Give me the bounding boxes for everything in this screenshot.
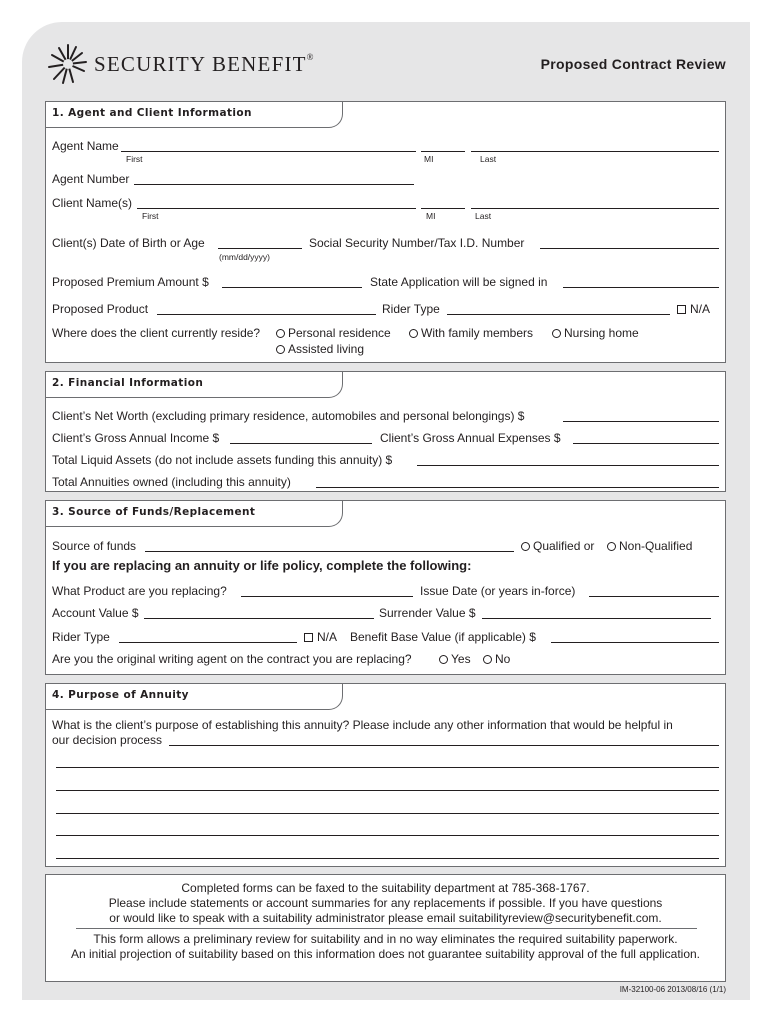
- statements-note: Please include statements or account summaries for any replacements if possible. If you have questions: [108, 896, 663, 910]
- product-field[interactable]: [157, 314, 376, 315]
- total-annuities-field[interactable]: [316, 487, 719, 488]
- dob-label: Client(s) Date of Birth or Age: [52, 236, 205, 250]
- form-code: IM-32100-06 2013/08/16 (1/1): [619, 985, 726, 994]
- state-field[interactable]: [563, 287, 719, 288]
- first-caption: First: [142, 211, 159, 221]
- radio-icon: [276, 345, 285, 354]
- radio-icon: [483, 655, 492, 664]
- security-benefit-logo-icon: [46, 42, 88, 86]
- surrender-value-label: Surrender Value $: [379, 606, 476, 620]
- state-label: State Application will be signed in: [370, 275, 548, 289]
- liquid-assets-field[interactable]: [417, 465, 719, 466]
- reside-family-radio[interactable]: With family members: [409, 326, 533, 340]
- premium-field[interactable]: [222, 287, 362, 288]
- agent-mi-field[interactable]: [421, 151, 465, 152]
- reside-label: Where does the client currently reside?: [52, 326, 261, 340]
- purpose-question-line2: our decision process: [52, 733, 163, 747]
- surrender-value-field[interactable]: [482, 618, 711, 619]
- purpose-answer-line[interactable]: [56, 835, 719, 836]
- replaced-product-label: What Product are you replacing?: [52, 584, 227, 598]
- benefit-base-label: Benefit Base Value (if applicable) $: [350, 630, 536, 644]
- footer-divider: [76, 928, 697, 929]
- agent-first-field[interactable]: [121, 151, 416, 152]
- nonqualified-radio[interactable]: Non-Qualified: [607, 539, 692, 553]
- issue-date-label: Issue Date (or years in-force): [420, 584, 576, 598]
- ssn-field[interactable]: [540, 248, 719, 249]
- client-names-label: Client Name(s): [52, 196, 133, 210]
- section-tab: 3. Source of Funds/Replacement: [46, 501, 343, 527]
- purpose-answer-line[interactable]: [56, 813, 719, 814]
- form-page: [22, 22, 750, 1000]
- mi-caption: MI: [424, 154, 434, 164]
- expenses-label: Client’s Gross Annual Expenses $: [380, 431, 561, 445]
- fax-instructions: Completed forms can be faxed to the suitability department at 785-368-1767.: [181, 881, 590, 895]
- net-worth-label: Client’s Net Worth (excluding primary residence, automobiles and personal belongings) $: [52, 409, 525, 423]
- purpose-answer-line[interactable]: [56, 767, 719, 768]
- section-tab: 2. Financial Information: [46, 372, 343, 398]
- dob-field[interactable]: [218, 248, 302, 249]
- ssn-label: Social Security Number/Tax I.D. Number: [309, 236, 525, 250]
- agent-name-label: Agent Name: [52, 139, 119, 153]
- radio-icon: [409, 329, 418, 338]
- reside-assisted-radio[interactable]: Assisted living: [276, 342, 364, 356]
- premium-label: Proposed Premium Amount $: [52, 275, 209, 289]
- replacement-heading: If you are replacing an annuity or life policy, complete the following:: [52, 558, 472, 573]
- agent-number-label: Agent Number: [52, 172, 130, 186]
- brand-name: SECURITY BENEFIT®: [94, 52, 315, 76]
- section-financial-info: [45, 371, 726, 492]
- form-title: Proposed Contract Review: [540, 56, 726, 72]
- purpose-question-line1: What is the client’s purpose of establishing this annuity? Please include any other information that would be helpful in: [52, 718, 673, 732]
- liquid-assets-label: Total Liquid Assets (do not include assets funding this annuity) $: [52, 453, 393, 467]
- product-label: Proposed Product: [52, 302, 149, 316]
- source-field[interactable]: [145, 551, 514, 552]
- disclaimer-line1: This form allows a preliminary review for suitability and in no way eliminates the required suitability paperwork.: [93, 932, 678, 946]
- section-agent-client-info: [45, 101, 726, 363]
- radio-icon: [552, 329, 561, 338]
- reside-nursing-radio[interactable]: Nursing home: [552, 326, 639, 340]
- mi-caption: MI: [426, 211, 436, 221]
- section-tab: 1. Agent and Client Information: [46, 102, 343, 128]
- account-value-label: Account Value $: [52, 606, 139, 620]
- purpose-answer-line[interactable]: [56, 858, 719, 859]
- no-radio[interactable]: No: [483, 652, 510, 666]
- checkbox-icon: [304, 633, 313, 642]
- agent-number-field[interactable]: [134, 184, 414, 185]
- issue-date-field[interactable]: [589, 596, 719, 597]
- last-caption: Last: [480, 154, 497, 164]
- net-worth-field[interactable]: [563, 421, 719, 422]
- expenses-field[interactable]: [573, 443, 719, 444]
- source-label: Source of funds: [52, 539, 137, 553]
- total-annuities-label: Total Annuities owned (including this annuity): [52, 475, 291, 489]
- yes-radio[interactable]: Yes: [439, 652, 471, 666]
- income-field[interactable]: [230, 443, 372, 444]
- rider-type-label: Rider Type: [52, 630, 110, 644]
- agent-last-field[interactable]: [471, 151, 719, 152]
- benefit-base-field[interactable]: [551, 642, 719, 643]
- rider-na-checkbox[interactable]: N/A: [677, 302, 710, 316]
- section-tab: 4. Purpose of Annuity: [46, 684, 343, 710]
- client-mi-field[interactable]: [421, 208, 465, 209]
- rider-label: Rider Type: [382, 302, 440, 316]
- section-source-of-funds: [45, 500, 726, 675]
- last-caption: Last: [475, 211, 492, 221]
- qualified-radio[interactable]: Qualified or: [521, 539, 594, 553]
- rider-type-field[interactable]: [119, 642, 297, 643]
- footer-notice: [45, 874, 726, 982]
- rider-field[interactable]: [447, 314, 670, 315]
- first-caption: First: [126, 154, 143, 164]
- rider-na-checkbox[interactable]: N/A: [304, 630, 337, 644]
- disclaimer-line2: An initial projection of suitability based on this information does not guarantee suitability approval of the full application.: [70, 947, 701, 961]
- radio-icon: [276, 329, 285, 338]
- purpose-answer-line[interactable]: [56, 790, 719, 791]
- purpose-answer-line[interactable]: [169, 745, 719, 746]
- replaced-product-field[interactable]: [241, 596, 413, 597]
- original-agent-label: Are you the original writing agent on the contract you are replacing?: [52, 652, 412, 666]
- section-purpose-of-annuity: [45, 683, 726, 867]
- account-value-field[interactable]: [144, 618, 374, 619]
- radio-icon: [607, 542, 616, 551]
- client-last-field[interactable]: [471, 208, 719, 209]
- radio-icon: [439, 655, 448, 664]
- dob-format-caption: (mm/dd/yyyy): [219, 252, 270, 262]
- reside-personal-radio[interactable]: Personal residence: [276, 326, 391, 340]
- contact-note: or would like to speak with a suitability administrator please email suitabilityreview@securitybenefit.com.: [109, 911, 662, 925]
- client-first-field[interactable]: [137, 208, 416, 209]
- checkbox-icon: [677, 305, 686, 314]
- radio-icon: [521, 542, 530, 551]
- income-label: Client’s Gross Annual Income $: [52, 431, 220, 445]
